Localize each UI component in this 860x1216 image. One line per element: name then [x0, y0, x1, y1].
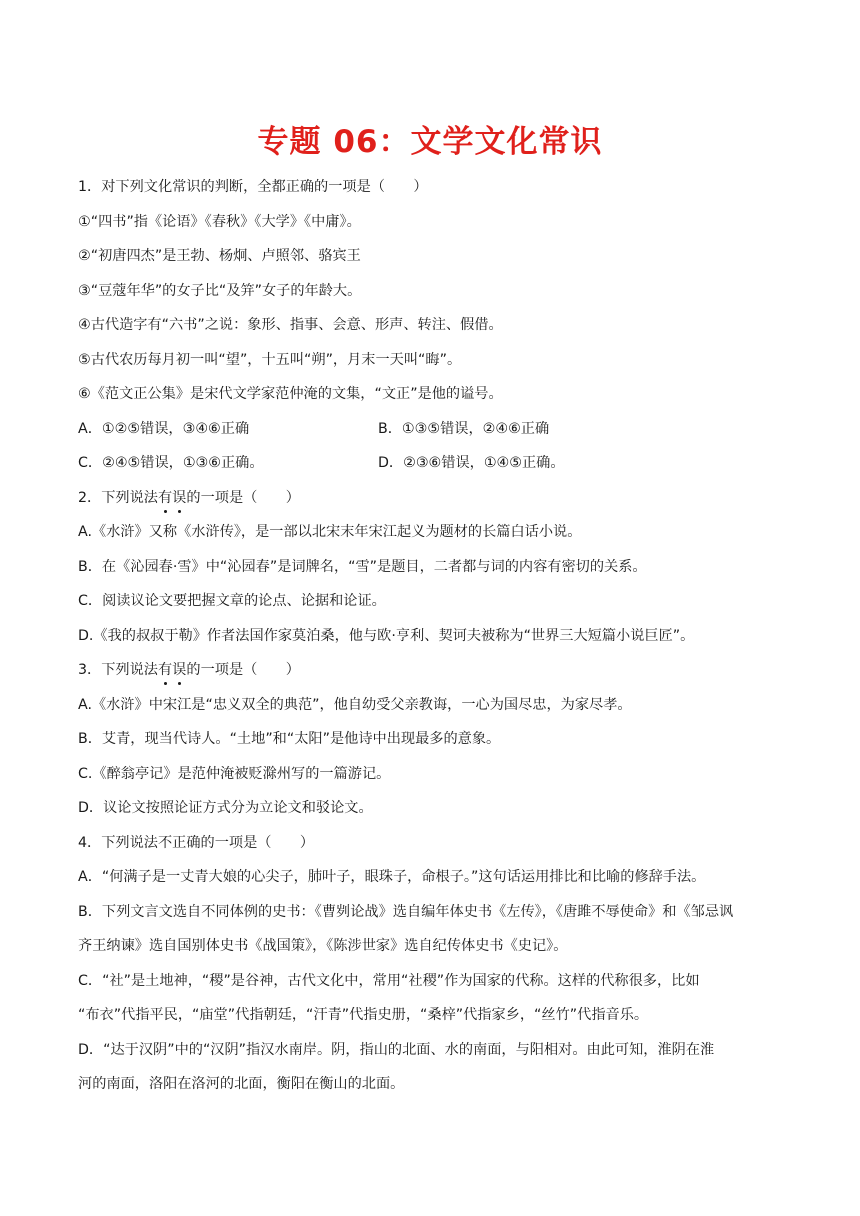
q1-options-row-2 [78, 452, 783, 474]
q3-stem-pre: 3．下列说法 [78, 662, 158, 678]
page-title: 专题 06：文学文化常识 [257, 124, 603, 160]
q2-stem-pre: 2．下列说法 [78, 489, 158, 506]
q1-options-row-1 [78, 418, 783, 440]
q2-emphasis-1: 有 [158, 487, 172, 509]
q1-item-6: ⑥《范文正公集》是宋代文学家范仲淹的文集，“文正”是他的谥号。 [78, 386, 503, 402]
q4-option-c-line-2: “布衣”代指平民，“庙堂”代指朝廷，“汗青”代指史册，“桑梓”代指家乡，“丝竹”代指音乐。 [78, 1007, 649, 1023]
q1-stem: 1．对下列文化常识的判断，全都正确的一项是（ ） [78, 179, 428, 195]
q4-option-d-line-2: 河的南面，洛阳在洛河的北面，衡阳在衡山的北面。 [78, 1076, 405, 1092]
q4-option-b-line-2: 齐王纳谏》选自国别体史书《战国策》，《陈涉世家》选自纪传体史书《史记》。 [78, 938, 568, 954]
question-list [78, 176, 783, 1108]
q4-option-b-line-1: B．下列文言文选自不同体例的史书：《曹刿论战》选自编年体史书《左传》，《唐雎不辱使命》和《邹忌讽 [78, 903, 734, 920]
q3-option-d: D．议论文按照论证方式分为立论文和驳论文。 [78, 800, 373, 816]
q1-option-a: A．①②⑤错误，③④⑥正确 [78, 420, 250, 437]
q2-stem [78, 487, 783, 509]
q4-option-d-line-1: D．“达于汉阴”中的“汉阴”指汉水南岸。阴，指山的北面、水的南面，与阳相对。由此可知，淮阴在淮 [78, 1041, 715, 1058]
q2-emphasis-2: 误 [172, 487, 186, 509]
q3-stem [78, 659, 783, 681]
q3-option-a: A.《水浒》中宋江是“忠义双全的典范”，他自幼受父亲教诲，一心为国尽忠，为家尽孝。 [78, 696, 632, 713]
q3-option-b: B．艾青，现当代诗人。“土地”和“太阳”是他诗中出现最多的意象。 [78, 731, 501, 747]
q1-option-c: C．②④⑤错误，①③⑥正确。 [78, 455, 264, 471]
q1-item-1: ①“四书”指《论语》《春秋》《大学》《中庸》。 [78, 213, 361, 230]
q1-item-2: ②“初唐四杰”是王勃、杨炯、卢照邻、骆宾王 [78, 248, 361, 264]
q3-emphasis-2: 误 [172, 659, 186, 681]
q2-option-c: C．阅读议论文要把握文章的论点、论据和论证。 [78, 593, 386, 609]
q4-option-a: A．“何满子是一丈青大娘的心尖子，肺叶子，眼珠子，命根子。”这句话运用排比和比喻的修辞手法。 [78, 869, 706, 885]
q3-option-c: C.《醉翁亭记》是范仲淹被贬滁州写的一篇游记。 [78, 765, 391, 782]
q2-option-b: B．在《沁园春·雪》中“沁园春”是词牌名，“雪”是题目，二者都与词的内容有密切的关系。 [78, 558, 647, 575]
q3-emphasis-1: 有 [158, 659, 172, 681]
q2-stem-post: 的一项是（ ） [186, 489, 300, 506]
q3-stem-post: 的一项是（ ） [186, 662, 300, 678]
q2-option-d: D.《我的叔叔于勒》作者法国作家莫泊桑，他与欧·亨利、契诃夫被称为“世界三大短篇小说巨匠”。 [78, 627, 695, 644]
q1-option-d: D．②③⑥错误，①④⑤正确。 [378, 455, 565, 471]
q1-item-3: ③“豆蔻年华”的女子比“及笄”女子的年龄大。 [78, 282, 362, 299]
q1-option-b: B．①③⑤错误，②④⑥正确 [378, 420, 550, 437]
q4-stem: 4．下列说法不正确的一项是（ ） [78, 834, 315, 851]
q4-option-c-line-1: C．“社”是土地神，“稷”是谷神，古代文化中，常用“社稷”作为国家的代称。这样的代称很多，比如 [78, 972, 700, 989]
q1-item-5: ⑤古代农历每月初一叫“望”，十五叫“朔”，月末一天叫“晦”。 [78, 351, 462, 368]
q1-item-4: ④古代造字有“六书”之说：象形、指事、会意、形声、转注、假借。 [78, 317, 503, 333]
q2-option-a: A.《水浒》又称《水浒传》，是一部以北宋末年宋江起义为题材的长篇白话小说。 [78, 524, 582, 540]
